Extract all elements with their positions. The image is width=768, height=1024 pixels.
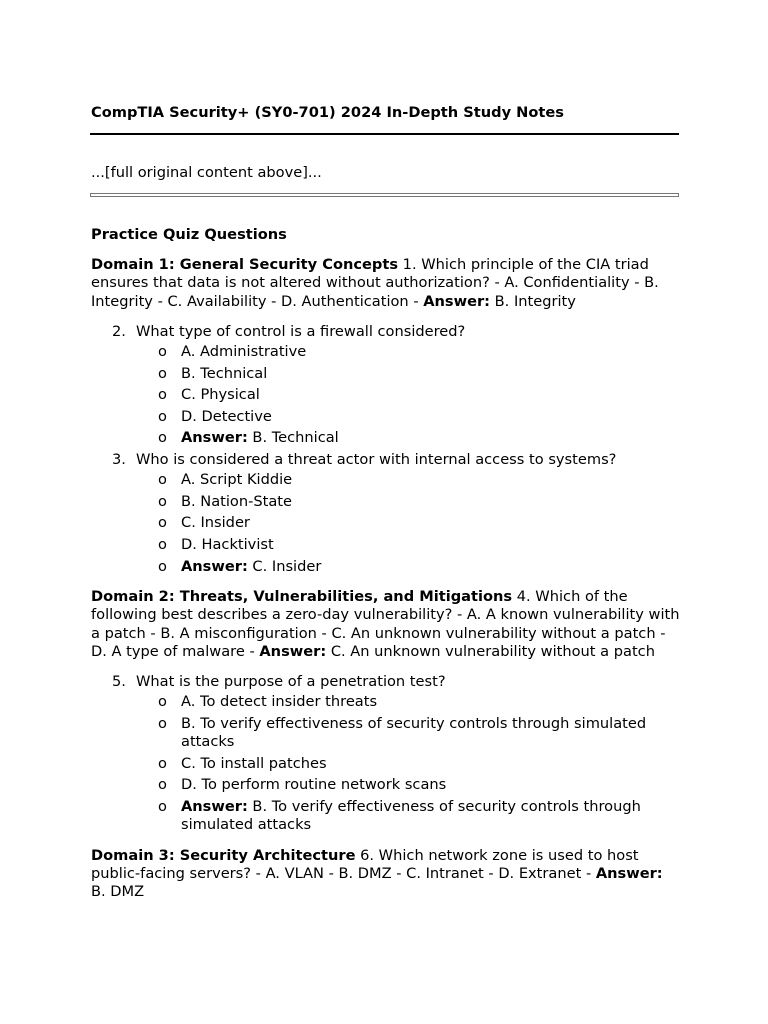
domain1-heading: Domain 1: General Security Concepts <box>91 256 399 274</box>
q3-number: 3. <box>112 450 126 468</box>
q3-option-text: B. Nation-State <box>181 492 292 510</box>
q4-text: 4. Which of the following best describes a zero-day vulnerability? - A. A known vulnerability with a patch - B. A misconfiguration - C. An unknown vulnerability without a patch - D. A type of malware - <box>91 588 680 660</box>
answer-label: Answer: <box>181 797 248 815</box>
domain2-heading: Domain 2: Threats, Vulnerabilities, and Mitigations <box>91 588 513 606</box>
bullet-marker: o <box>158 797 167 815</box>
q2-option-b <box>91 365 681 383</box>
q3-option-b <box>91 493 681 511</box>
q5-option-a <box>91 693 681 711</box>
bullet-marker: o <box>158 407 167 425</box>
document-title: CompTIA Security+ (SY0-701) 2024 In-Depth Study Notes <box>91 104 564 121</box>
q1-answer-label: Answer: <box>423 292 491 310</box>
q5-option-c <box>91 755 681 773</box>
q1-answer: B. Integrity <box>490 292 576 310</box>
q5-text: What is the purpose of a penetration test? <box>136 672 446 690</box>
q2-option-text: D. Detective <box>181 407 272 425</box>
q3-options <box>91 471 681 576</box>
q3-option-text: C. Insider <box>181 514 250 532</box>
domain3-heading: Domain 3: Security Architecture <box>91 846 356 864</box>
q4-answer: C. An unknown vulnerability without a patch <box>326 642 655 660</box>
q6-answer-label: Answer: <box>595 864 663 882</box>
bullet-marker: o <box>158 693 167 711</box>
bullet-marker: o <box>158 535 167 553</box>
bullet-marker: o <box>158 776 167 794</box>
q3-option-c <box>91 514 681 532</box>
title-divider <box>90 133 679 135</box>
q3-answer <box>91 558 681 576</box>
bullet-marker: o <box>158 492 167 510</box>
bullet-marker: o <box>158 714 167 732</box>
section-divider <box>90 193 679 197</box>
q1-text: 1. Which principle of the CIA triad ensures that data is not altered without authorization? - A. Confidentiality - B. Integrity - C. Availability - D. Authentication - <box>91 256 659 310</box>
q2-option-a <box>91 343 681 361</box>
bullet-marker: o <box>158 514 167 532</box>
q5-option-text: C. To install patches <box>181 754 327 772</box>
answer-label: Answer: <box>181 557 248 575</box>
question-2 <box>91 323 681 341</box>
q5-option-d <box>91 776 681 794</box>
q3-text: Who is considered a threat actor with internal access to systems? <box>136 450 617 468</box>
q2-options <box>91 343 681 448</box>
answer-label: Answer: <box>181 429 248 447</box>
bullet-marker: o <box>158 557 167 575</box>
section-heading: Practice Quiz Questions <box>91 226 287 243</box>
bullet-marker: o <box>158 754 167 772</box>
bullet-marker: o <box>158 343 167 361</box>
q5-number: 5. <box>112 672 126 690</box>
bullet-marker: o <box>158 386 167 404</box>
quiz-content <box>91 226 681 913</box>
q2-text: What type of control is a firewall considered? <box>136 322 466 340</box>
q5-option-text: B. To verify effectiveness of security controls through simulated attacks <box>181 714 647 750</box>
domain1-paragraph <box>91 256 681 311</box>
q4-answer-label: Answer: <box>259 642 327 660</box>
q5-answer <box>91 798 681 834</box>
q3-option-a <box>91 471 681 489</box>
intro-text: ...[full original content above]... <box>91 164 322 181</box>
q2-option-c <box>91 386 681 404</box>
answer-text: B. To verify effectiveness of security controls through simulated attacks <box>181 797 641 833</box>
q2-option-text: B. Technical <box>181 364 268 382</box>
q3-option-d <box>91 536 681 554</box>
q6-answer: B. DMZ <box>91 882 145 900</box>
q3-option-text: D. Hacktivist <box>181 535 274 553</box>
bullet-marker: o <box>158 471 167 489</box>
domain2-paragraph <box>91 588 681 661</box>
q6-text: 6. Which network zone is used to host public-facing servers? - A. VLAN - B. DMZ - C. Intranet - D. Extranet - <box>91 846 639 882</box>
bullet-marker: o <box>158 429 167 447</box>
q2-option-text: A. Administrative <box>181 343 307 361</box>
answer-text: B. Technical <box>247 429 339 447</box>
domain3-paragraph <box>91 847 681 902</box>
q5-option-text: D. To perform routine network scans <box>181 776 447 794</box>
question-5 <box>91 673 681 691</box>
bullet-marker: o <box>158 364 167 382</box>
q5-options <box>91 693 681 834</box>
q3-option-text: A. Script Kiddie <box>181 471 293 489</box>
q5-option-b <box>91 715 681 751</box>
q2-number: 2. <box>112 322 126 340</box>
q2-option-d <box>91 408 681 426</box>
q2-option-text: C. Physical <box>181 386 260 404</box>
q2-answer <box>91 429 681 447</box>
answer-text: C. Insider <box>247 557 322 575</box>
q5-option-text: A. To detect insider threats <box>181 693 378 711</box>
question-3 <box>91 451 681 469</box>
